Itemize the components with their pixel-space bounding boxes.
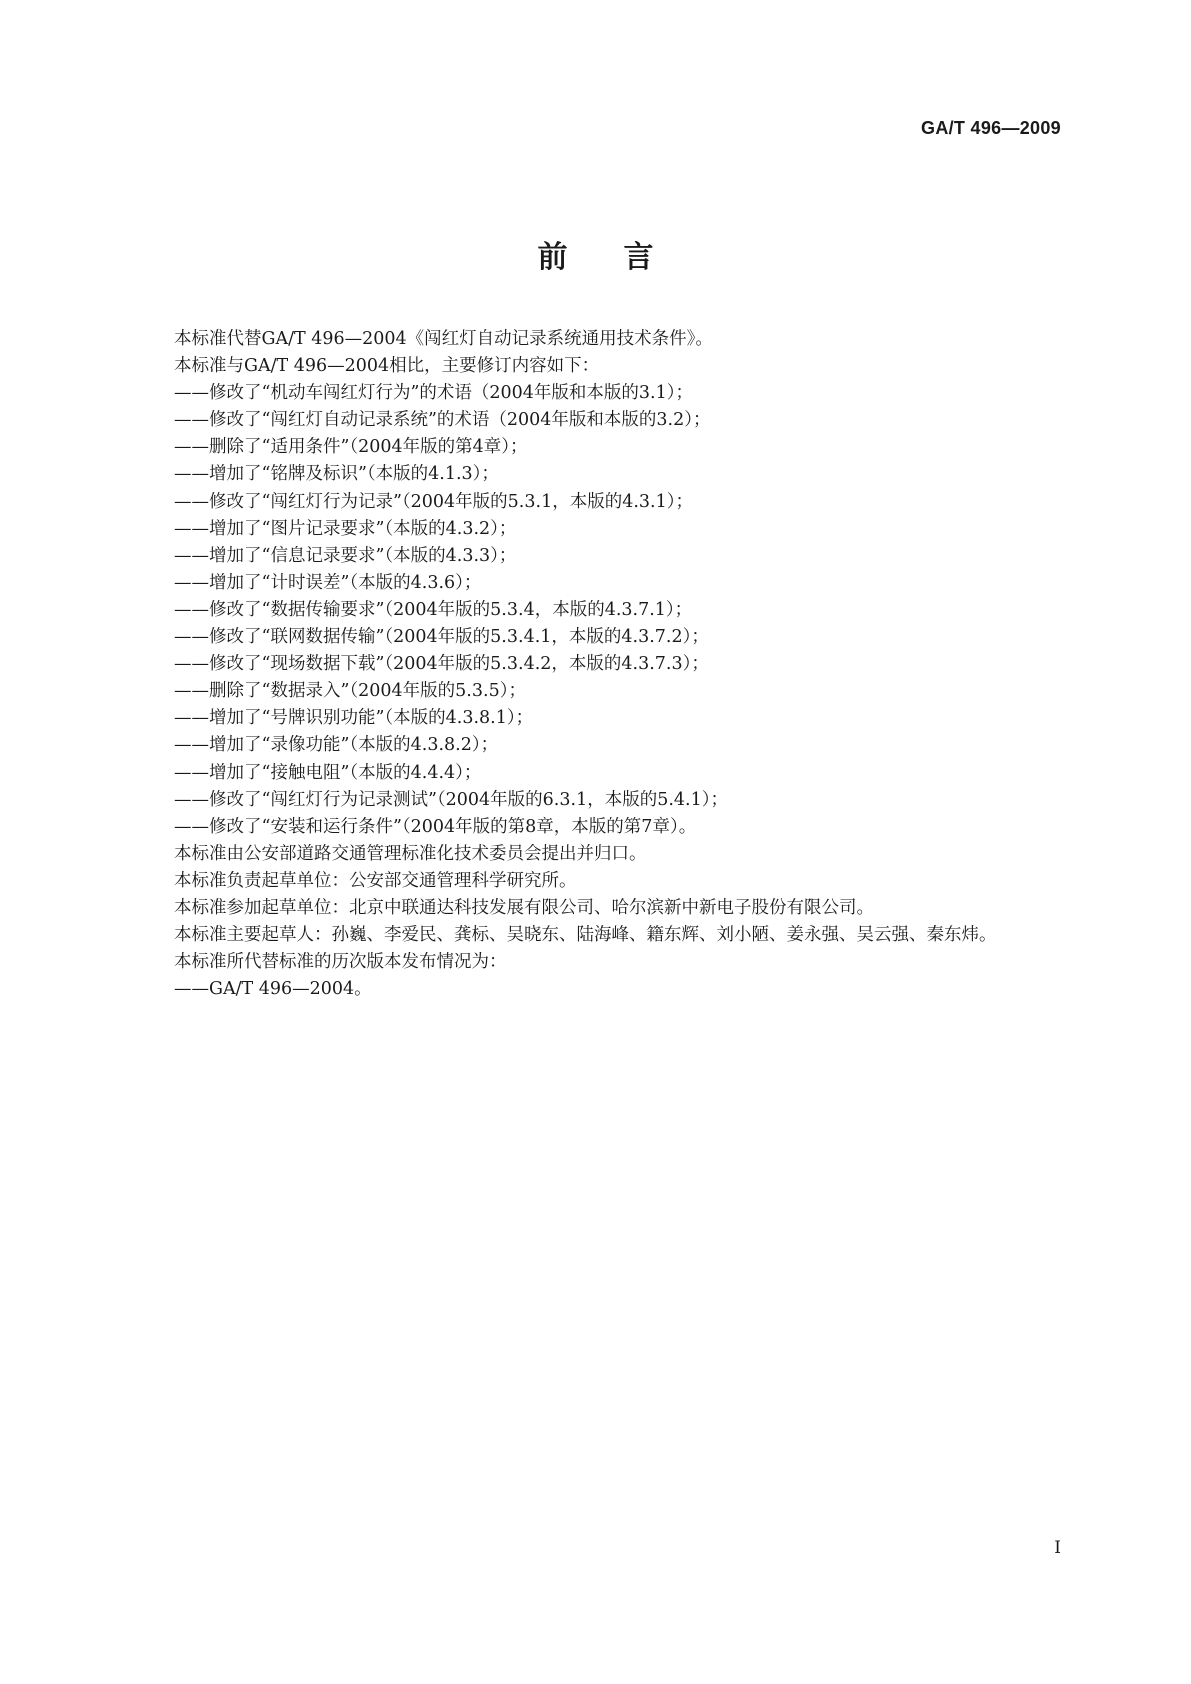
text-line: 本标准负责起草单位：公安部交通管理科学研究所。	[174, 870, 577, 891]
revision-item: ——增加了“号牌识别功能”（本版的4.3.8.1）；	[174, 708, 534, 729]
revision-item: ——增加了“计时误差”（本版的4.3.6）；	[174, 572, 482, 593]
revision-item: ——修改了“安装和运行条件”（2004年版的第8章，本版的第7章）。	[174, 816, 697, 837]
revision-item: ——修改了“机动车闯红灯行为”的术语（2004年版和本版的3.1）；	[174, 383, 694, 404]
document-code: GA/T 496—2009	[921, 118, 1061, 138]
text-line: 本标准参加起草单位：北京中联通达科技发展有限公司、哈尔滨新中新电子股份有限公司。	[174, 897, 874, 918]
revision-item: ——修改了“数据传输要求”（2004年版的5.3.4，本版的4.3.7.1）；	[174, 599, 693, 620]
revision-item: ——增加了“铭牌及标识”（本版的4.1.3）；	[174, 464, 499, 485]
page-number: I	[1054, 1538, 1061, 1558]
revision-item: ——增加了“录像功能”（本版的4.3.8.2）；	[174, 735, 499, 756]
foreword-body	[174, 326, 1074, 1003]
page-title: 前言	[537, 240, 710, 275]
revision-item: ——修改了“闯红灯行为记录测试”（2004年版的6.3.1，本版的5.4.1）；	[174, 789, 728, 810]
text-line: 本标准与GA/T 496—2004相比，主要修订内容如下：	[174, 356, 600, 377]
revision-item: ——删除了“数据录入”（2004年版的5.3.5）；	[174, 681, 526, 702]
text-line: 本标准由公安部道路交通管理标准化技术委员会提出并归口。	[174, 843, 647, 864]
revision-item: ——增加了“接触电阻”（本版的4.4.4）；	[174, 762, 482, 783]
revision-item: ——修改了“现场数据下载”（2004年版的5.3.4.2，本版的4.3.7.3）；	[174, 654, 709, 675]
text-line: 本标准代替GA/T 496—2004《闯红灯自动记录系统通用技术条件》。	[174, 329, 713, 349]
revision-item: ——修改了“闯红灯自动记录系统”的术语（2004年版和本版的3.2）；	[174, 410, 711, 431]
text-line: 本标准所代替标准的历次版本发布情况为：	[174, 952, 507, 973]
text-line: 本标准主要起草人：孙巍、李爱民、龚标、吴晓东、陆海峰、籍东辉、刘小陋、姜永强、吴云强、秦东炜。	[174, 925, 997, 946]
revision-item: ——修改了“闯红灯行为记录”（2004年版的5.3.1，本版的4.3.1）；	[174, 491, 693, 512]
revision-item: ——增加了“图片记录要求”（本版的4.3.2）；	[174, 518, 517, 539]
revision-item: ——增加了“信息记录要求”（本版的4.3.3）；	[174, 545, 517, 566]
revision-item: ——修改了“联网数据传输”（2004年版的5.3.4.1，本版的4.3.7.2）；	[174, 627, 709, 648]
revision-item: ——GA/T 496—2004。	[174, 979, 372, 1000]
revision-item: ——删除了“适用条件”（2004年版的第4章）；	[174, 437, 528, 458]
